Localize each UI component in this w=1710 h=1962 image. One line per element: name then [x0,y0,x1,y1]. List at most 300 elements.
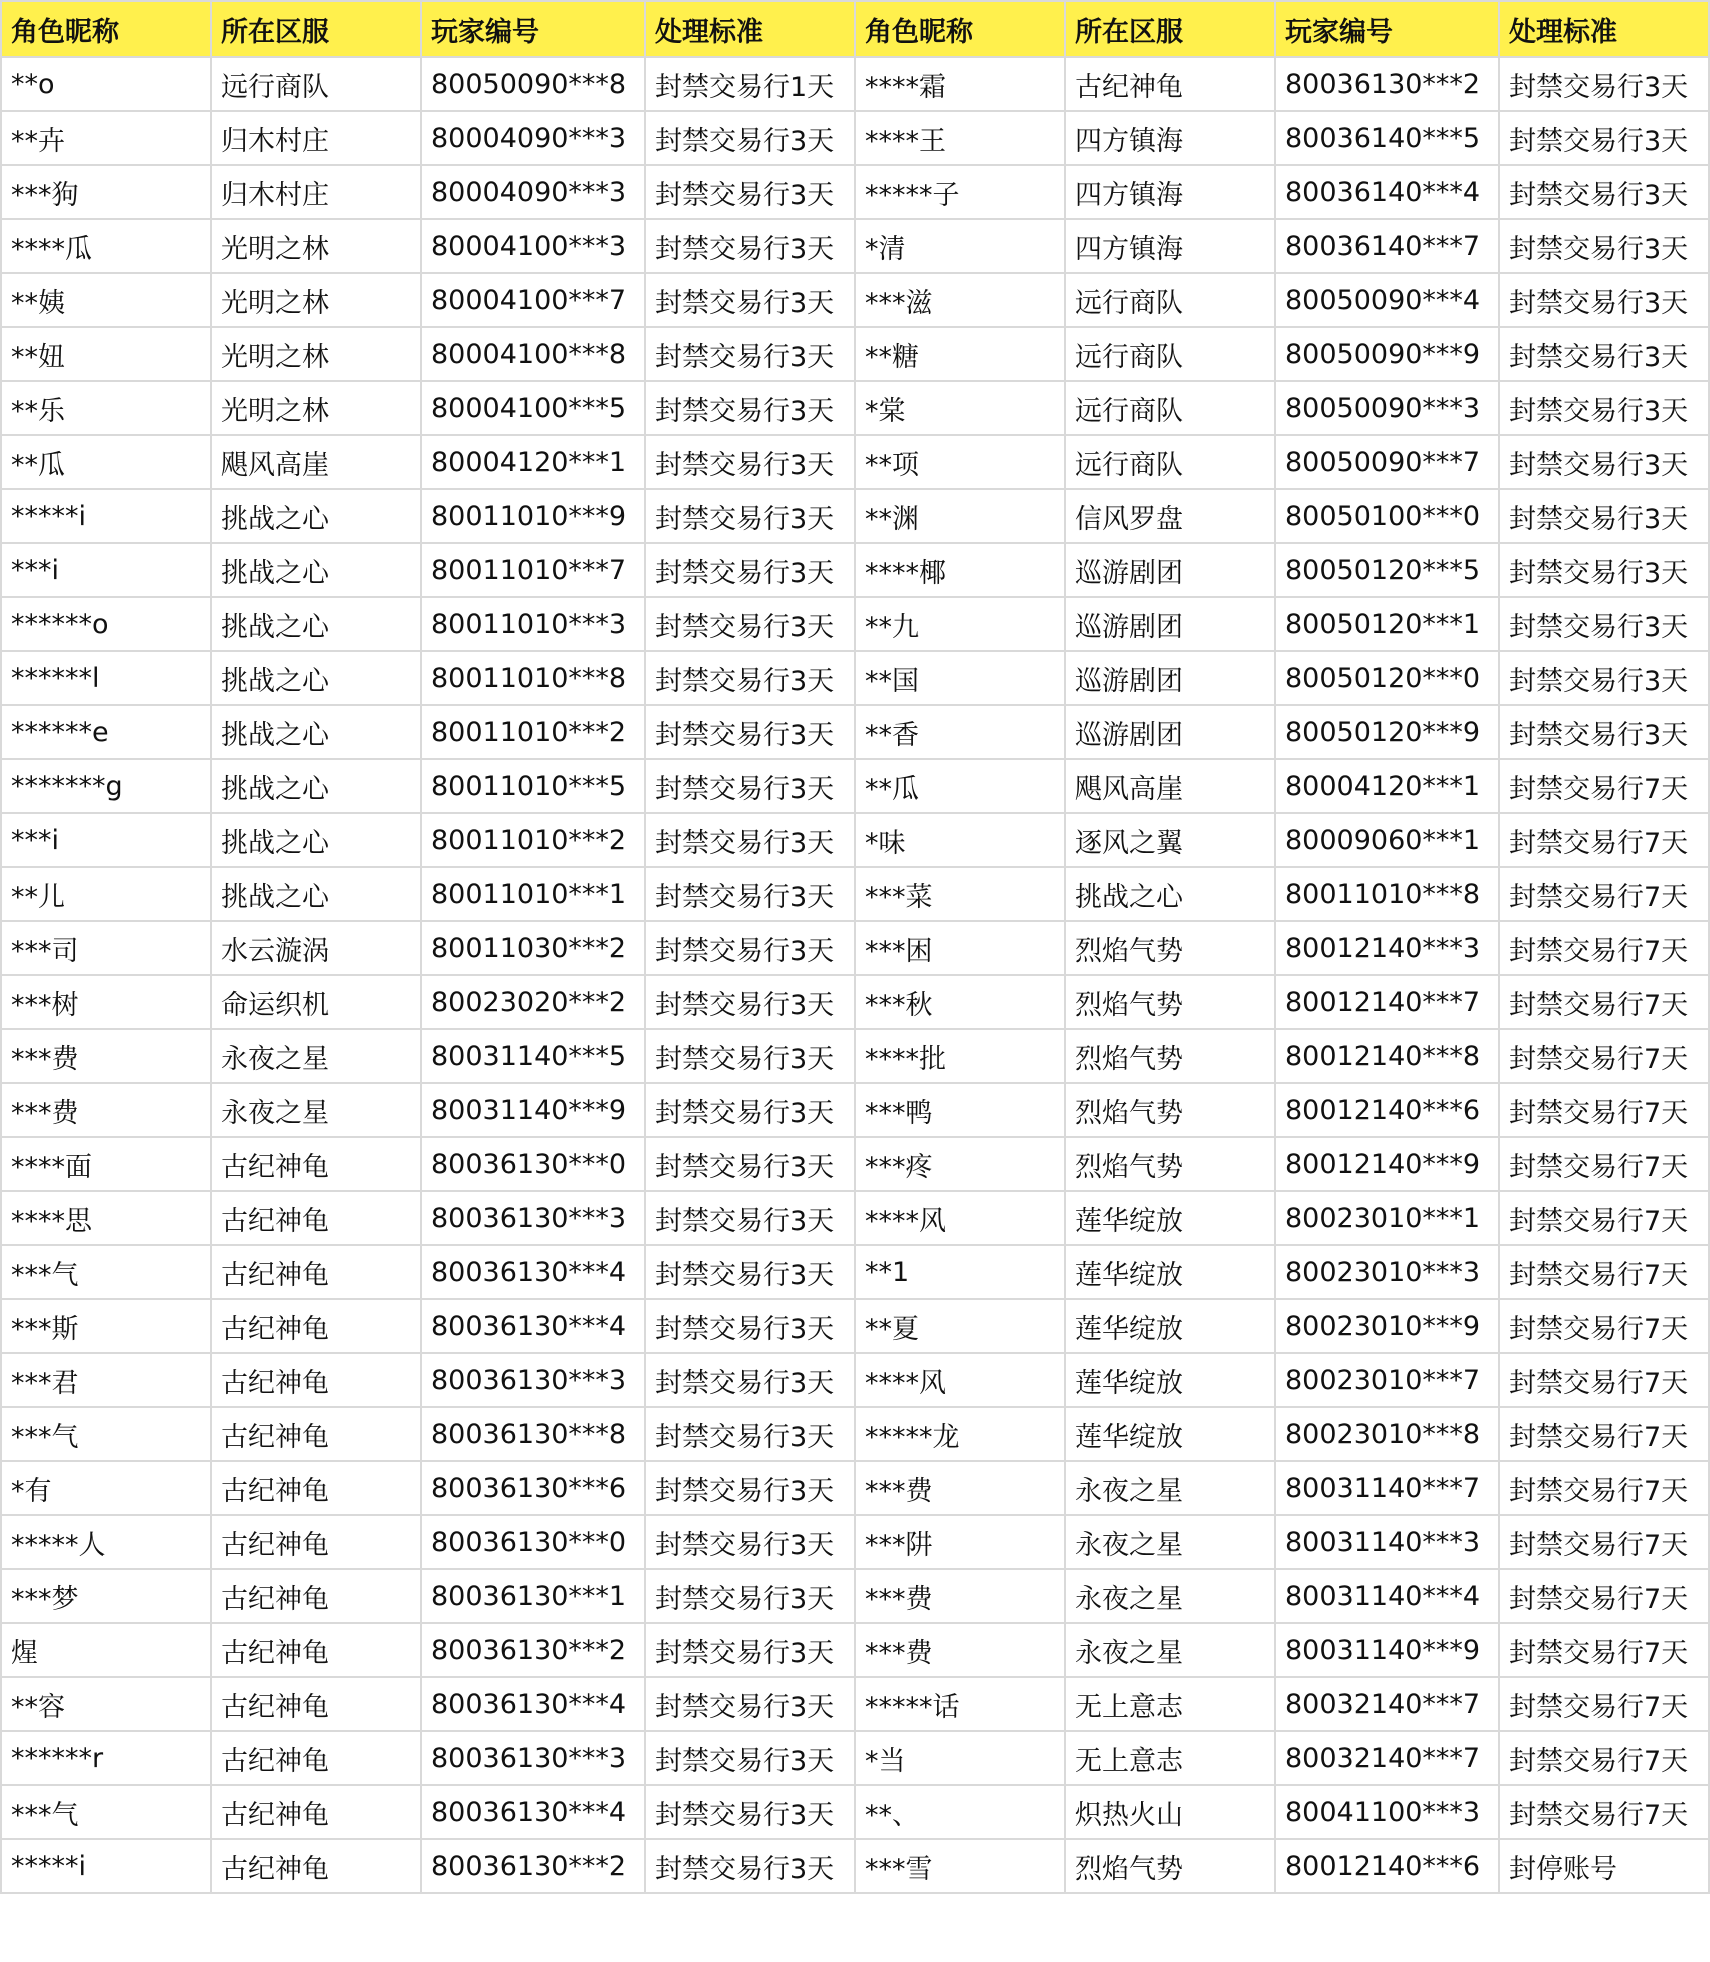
server-cell: 巡游剧团 [1065,651,1275,705]
penalty-cell: 封禁交易行7天 [1499,1731,1709,1785]
penalty-cell: 封禁交易行7天 [1499,759,1709,813]
penalty-cell: 封禁交易行3天 [645,1353,855,1407]
server-cell: 古纪神龟 [211,1245,421,1299]
role-name-cell: *当 [855,1731,1065,1785]
table-row [1,1407,1709,1461]
penalty-cell: 封禁交易行3天 [645,759,855,813]
penalty-cell: 封禁交易行3天 [1499,705,1709,759]
table-row [1,1083,1709,1137]
role-name-cell: **乐 [1,381,211,435]
server-cell: 古纪神龟 [211,1677,421,1731]
table-row [1,1461,1709,1515]
header-server: 所在区服 [211,1,421,57]
role-name-cell: ***困 [855,921,1065,975]
role-name-cell: ***i [1,543,211,597]
penalty-cell: 封禁交易行3天 [645,1785,855,1839]
table-row [1,1137,1709,1191]
role-name-cell: ******o [1,597,211,651]
role-name-cell: ****思 [1,1191,211,1245]
penalty-cell: 封禁交易行7天 [1499,1515,1709,1569]
penalty-cell: 封禁交易行3天 [1499,435,1709,489]
player-id-cell: 80036140***4 [1275,165,1499,219]
server-cell: 远行商队 [1065,327,1275,381]
penalty-cell: 封禁交易行7天 [1499,1407,1709,1461]
penalty-cell: 封禁交易行7天 [1499,1677,1709,1731]
header-player-id: 玩家编号 [421,1,645,57]
player-id-cell: 80012140***8 [1275,1029,1499,1083]
penalty-cell: 封禁交易行3天 [645,651,855,705]
penalty-cell: 封禁交易行3天 [645,1677,855,1731]
server-cell: 光明之林 [211,273,421,327]
player-id-cell: 80011010***1 [421,867,645,921]
player-id-cell: 80023020***2 [421,975,645,1029]
role-name-cell: *味 [855,813,1065,867]
role-name-cell: ***雪 [855,1839,1065,1893]
player-id-cell: 80036130***2 [421,1839,645,1893]
penalty-cell: 封禁交易行3天 [1499,651,1709,705]
penalty-cell: 封禁交易行3天 [1499,543,1709,597]
player-id-cell: 80004090***3 [421,111,645,165]
server-cell: 远行商队 [1065,435,1275,489]
role-name-cell: **瓜 [855,759,1065,813]
server-cell: 永夜之星 [211,1029,421,1083]
table-row [1,975,1709,1029]
server-cell: 无上意志 [1065,1677,1275,1731]
player-id-cell: 80031140***4 [1275,1569,1499,1623]
penalty-cell: 封禁交易行3天 [645,1245,855,1299]
server-cell: 光明之林 [211,381,421,435]
penalty-cell: 封禁交易行3天 [1499,111,1709,165]
server-cell: 命运织机 [211,975,421,1029]
player-id-cell: 80011010***2 [421,813,645,867]
role-name-cell: 煋 [1,1623,211,1677]
server-cell: 烈焰气势 [1065,975,1275,1029]
penalty-cell: 封禁交易行7天 [1499,1299,1709,1353]
player-id-cell: 80031140***9 [421,1083,645,1137]
player-id-cell: 80023010***9 [1275,1299,1499,1353]
penalty-cell: 封禁交易行7天 [1499,1191,1709,1245]
role-name-cell: ***斯 [1,1299,211,1353]
player-id-cell: 80036130***3 [421,1191,645,1245]
penalty-cell: 封禁交易行3天 [645,1191,855,1245]
player-id-cell: 80023010***7 [1275,1353,1499,1407]
role-name-cell: **国 [855,651,1065,705]
player-id-cell: 80004120***1 [421,435,645,489]
player-id-cell: 80036130***4 [421,1677,645,1731]
penalty-cell: 封禁交易行7天 [1499,1083,1709,1137]
role-name-cell: **姨 [1,273,211,327]
role-name-cell: ****面 [1,1137,211,1191]
server-cell: 巡游剧团 [1065,543,1275,597]
penalty-cell: 封禁交易行3天 [645,1137,855,1191]
player-id-cell: 80032140***7 [1275,1731,1499,1785]
server-cell: 飓风高崖 [1065,759,1275,813]
penalty-cell: 封禁交易行3天 [1499,327,1709,381]
player-id-cell: 80050090***3 [1275,381,1499,435]
penalty-cell: 封禁交易行7天 [1499,1137,1709,1191]
role-name-cell: ***秋 [855,975,1065,1029]
penalty-cell: 封禁交易行3天 [1499,273,1709,327]
penalty-cell: 封禁交易行3天 [645,165,855,219]
server-cell: 挑战之心 [211,705,421,759]
penalty-cell: 封禁交易行3天 [645,1299,855,1353]
player-id-cell: 80011030***2 [421,921,645,975]
role-name-cell: **1 [855,1245,1065,1299]
penalty-cell: 封禁交易行7天 [1499,867,1709,921]
penalty-cell: 封禁交易行3天 [645,219,855,273]
server-cell: 永夜之星 [1065,1515,1275,1569]
player-id-cell: 80011010***8 [421,651,645,705]
penalty-cell: 封禁交易行3天 [645,435,855,489]
server-cell: 莲华绽放 [1065,1191,1275,1245]
role-name-cell: ***费 [855,1569,1065,1623]
server-cell: 巡游剧团 [1065,705,1275,759]
server-cell: 烈焰气势 [1065,921,1275,975]
server-cell: 光明之林 [211,219,421,273]
role-name-cell: ***费 [1,1083,211,1137]
server-cell: 四方镇海 [1065,165,1275,219]
table-row [1,165,1709,219]
player-id-cell: 80036130***2 [421,1623,645,1677]
server-cell: 挑战之心 [211,759,421,813]
header-penalty: 处理标准 [645,1,855,57]
table-row [1,1569,1709,1623]
player-id-cell: 80011010***8 [1275,867,1499,921]
role-name-cell: ******r [1,1731,211,1785]
server-cell: 挑战之心 [211,867,421,921]
table-row [1,1839,1709,1893]
player-id-cell: 80036130***4 [421,1245,645,1299]
role-name-cell: *****人 [1,1515,211,1569]
penalty-cell: 封禁交易行1天 [645,57,855,111]
penalty-cell: 封禁交易行7天 [1499,975,1709,1029]
player-id-cell: 80050120***0 [1275,651,1499,705]
table-row [1,543,1709,597]
player-id-cell: 80004090***3 [421,165,645,219]
table-row [1,1353,1709,1407]
table-row [1,651,1709,705]
table-row [1,597,1709,651]
role-name-cell: ******l [1,651,211,705]
role-name-cell: ***费 [855,1623,1065,1677]
table-header [1,1,1709,57]
player-id-cell: 80036130***3 [421,1731,645,1785]
server-cell: 炽热火山 [1065,1785,1275,1839]
role-name-cell: **容 [1,1677,211,1731]
penalty-cell: 封禁交易行7天 [1499,1029,1709,1083]
role-name-cell: *****i [1,1839,211,1893]
header-server: 所在区服 [1065,1,1275,57]
table-body [1,57,1709,1893]
player-id-cell: 80036130***2 [1275,57,1499,111]
player-id-cell: 80050090***9 [1275,327,1499,381]
player-id-cell: 80036130***1 [421,1569,645,1623]
player-id-cell: 80011010***3 [421,597,645,651]
player-id-cell: 80012140***3 [1275,921,1499,975]
table-row [1,1677,1709,1731]
role-name-cell: *****龙 [855,1407,1065,1461]
penalty-cell: 封禁交易行3天 [645,705,855,759]
player-id-cell: 80031140***5 [421,1029,645,1083]
role-name-cell: *****i [1,489,211,543]
server-cell: 古纪神龟 [211,1461,421,1515]
role-name-cell: **妞 [1,327,211,381]
role-name-cell: ***滋 [855,273,1065,327]
table-row [1,705,1709,759]
server-cell: 莲华绽放 [1065,1353,1275,1407]
server-cell: 烈焰气势 [1065,1137,1275,1191]
role-name-cell: ***菜 [855,867,1065,921]
server-cell: 古纪神龟 [211,1353,421,1407]
penalty-cell: 封禁交易行3天 [645,975,855,1029]
penalty-cell: 封禁交易行3天 [645,1839,855,1893]
penalty-cell: 封禁交易行7天 [1499,1785,1709,1839]
role-name-cell: **、 [855,1785,1065,1839]
server-cell: 烈焰气势 [1065,1839,1275,1893]
penalty-cell: 封禁交易行3天 [645,1407,855,1461]
player-id-cell: 80036130***4 [421,1299,645,1353]
server-cell: 古纪神龟 [1065,57,1275,111]
table-row [1,435,1709,489]
penalty-cell: 封禁交易行3天 [1499,57,1709,111]
server-cell: 莲华绽放 [1065,1245,1275,1299]
server-cell: 远行商队 [211,57,421,111]
role-name-cell: *******g [1,759,211,813]
penalty-cell: 封禁交易行7天 [1499,1569,1709,1623]
role-name-cell: *****话 [855,1677,1065,1731]
table-row [1,57,1709,111]
player-id-cell: 80031140***9 [1275,1623,1499,1677]
player-id-cell: 80036130***8 [421,1407,645,1461]
server-cell: 逐风之翼 [1065,813,1275,867]
penalty-cell: 封禁交易行3天 [1499,597,1709,651]
player-id-cell: 80012140***9 [1275,1137,1499,1191]
role-name-cell: ***疼 [855,1137,1065,1191]
role-name-cell: **项 [855,435,1065,489]
server-cell: 古纪神龟 [211,1299,421,1353]
server-cell: 古纪神龟 [211,1785,421,1839]
role-name-cell: ******e [1,705,211,759]
penalty-cell: 封禁交易行3天 [645,867,855,921]
server-cell: 古纪神龟 [211,1191,421,1245]
player-id-cell: 80036130***4 [421,1785,645,1839]
server-cell: 莲华绽放 [1065,1407,1275,1461]
role-name-cell: ***梦 [1,1569,211,1623]
player-id-cell: 80031140***7 [1275,1461,1499,1515]
table-row [1,327,1709,381]
table-row [1,921,1709,975]
player-id-cell: 80050100***0 [1275,489,1499,543]
penalty-cell: 封禁交易行3天 [645,1623,855,1677]
player-id-cell: 80036140***5 [1275,111,1499,165]
server-cell: 信风罗盘 [1065,489,1275,543]
role-name-cell: ***气 [1,1407,211,1461]
penalty-cell: 封禁交易行3天 [645,813,855,867]
player-id-cell: 80004120***1 [1275,759,1499,813]
role-name-cell: ***树 [1,975,211,1029]
server-cell: 四方镇海 [1065,111,1275,165]
player-id-cell: 80036130***6 [421,1461,645,1515]
header-player-id: 玩家编号 [1275,1,1499,57]
penalty-cell: 封禁交易行7天 [1499,813,1709,867]
role-name-cell: ****风 [855,1353,1065,1407]
penalty-cell: 封禁交易行7天 [1499,1353,1709,1407]
role-name-cell: ***气 [1,1245,211,1299]
player-id-cell: 80036130***0 [421,1137,645,1191]
role-name-cell: ****椰 [855,543,1065,597]
server-cell: 挑战之心 [211,651,421,705]
player-id-cell: 80050090***7 [1275,435,1499,489]
role-name-cell: **瓜 [1,435,211,489]
server-cell: 烈焰气势 [1065,1029,1275,1083]
server-cell: 归木村庄 [211,165,421,219]
player-id-cell: 80004100***8 [421,327,645,381]
server-cell: 古纪神龟 [211,1839,421,1893]
server-cell: 古纪神龟 [211,1515,421,1569]
table-row [1,867,1709,921]
role-name-cell: ****霜 [855,57,1065,111]
role-name-cell: ***阱 [855,1515,1065,1569]
server-cell: 古纪神龟 [211,1731,421,1785]
server-cell: 无上意志 [1065,1731,1275,1785]
player-id-cell: 80011010***9 [421,489,645,543]
role-name-cell: *棠 [855,381,1065,435]
table-row [1,381,1709,435]
role-name-cell: **儿 [1,867,211,921]
server-cell: 永夜之星 [211,1083,421,1137]
player-id-cell: 80011010***5 [421,759,645,813]
player-id-cell: 80050120***1 [1275,597,1499,651]
server-cell: 永夜之星 [1065,1623,1275,1677]
player-id-cell: 80036130***3 [421,1353,645,1407]
server-cell: 古纪神龟 [211,1137,421,1191]
server-cell: 挑战之心 [211,813,421,867]
penalty-cell: 封禁交易行3天 [645,273,855,327]
server-cell: 光明之林 [211,327,421,381]
player-id-cell: 80009060***1 [1275,813,1499,867]
server-cell: 莲华绽放 [1065,1299,1275,1353]
penalty-cell: 封禁交易行3天 [645,1731,855,1785]
penalty-cell: 封禁交易行3天 [645,1029,855,1083]
player-id-cell: 80050090***8 [421,57,645,111]
penalty-cell: 封禁交易行3天 [1499,165,1709,219]
penalty-cell: 封停账号 [1499,1839,1709,1893]
header-role-name: 角色昵称 [1,1,211,57]
penalty-cell: 封禁交易行3天 [645,1083,855,1137]
penalty-cell: 封禁交易行3天 [645,489,855,543]
role-name-cell: ***司 [1,921,211,975]
role-name-cell: *****子 [855,165,1065,219]
header-row [1,1,1709,57]
player-id-cell: 80031140***3 [1275,1515,1499,1569]
table-row [1,1029,1709,1083]
header-role-name: 角色昵称 [855,1,1065,57]
penalty-cell: 封禁交易行3天 [645,597,855,651]
server-cell: 水云漩涡 [211,921,421,975]
penalty-cell: 封禁交易行7天 [1499,921,1709,975]
penalty-cell: 封禁交易行3天 [645,1461,855,1515]
player-id-cell: 80011010***2 [421,705,645,759]
penalty-cell: 封禁交易行3天 [1499,381,1709,435]
server-cell: 古纪神龟 [211,1407,421,1461]
penalty-cell: 封禁交易行3天 [645,1569,855,1623]
server-cell: 远行商队 [1065,381,1275,435]
role-name-cell: **九 [855,597,1065,651]
penalty-cell: 封禁交易行3天 [1499,489,1709,543]
role-name-cell: ***费 [1,1029,211,1083]
penalty-cell: 封禁交易行7天 [1499,1461,1709,1515]
penalty-cell: 封禁交易行3天 [1499,219,1709,273]
table-row [1,273,1709,327]
player-id-cell: 80050120***5 [1275,543,1499,597]
player-id-cell: 80004100***7 [421,273,645,327]
penalty-cell: 封禁交易行3天 [645,381,855,435]
server-cell: 归木村庄 [211,111,421,165]
player-id-cell: 80023010***8 [1275,1407,1499,1461]
table-row [1,813,1709,867]
role-name-cell: ****王 [855,111,1065,165]
player-id-cell: 80023010***3 [1275,1245,1499,1299]
penalty-cell: 封禁交易行3天 [645,1515,855,1569]
role-name-cell: ***鸭 [855,1083,1065,1137]
penalty-cell: 封禁交易行7天 [1499,1245,1709,1299]
role-name-cell: ****瓜 [1,219,211,273]
penalty-cell: 封禁交易行3天 [645,327,855,381]
server-cell: 四方镇海 [1065,219,1275,273]
player-id-cell: 80004100***5 [421,381,645,435]
penalty-cell: 封禁交易行3天 [645,543,855,597]
server-cell: 远行商队 [1065,273,1275,327]
server-cell: 飓风高崖 [211,435,421,489]
role-name-cell: ***狗 [1,165,211,219]
player-id-cell: 80036140***7 [1275,219,1499,273]
server-cell: 挑战之心 [211,543,421,597]
player-id-cell: 80012140***6 [1275,1839,1499,1893]
role-name-cell: ***气 [1,1785,211,1839]
table-row [1,1623,1709,1677]
player-id-cell: 80036130***0 [421,1515,645,1569]
player-id-cell: 80023010***1 [1275,1191,1499,1245]
server-cell: 永夜之星 [1065,1569,1275,1623]
table-row [1,1191,1709,1245]
role-name-cell: **香 [855,705,1065,759]
table-row [1,489,1709,543]
role-name-cell: **卉 [1,111,211,165]
server-cell: 巡游剧团 [1065,597,1275,651]
player-id-cell: 80050120***9 [1275,705,1499,759]
server-cell: 永夜之星 [1065,1461,1275,1515]
role-name-cell: ***费 [855,1461,1065,1515]
penalty-cell: 封禁交易行3天 [645,921,855,975]
role-name-cell: *有 [1,1461,211,1515]
header-penalty: 处理标准 [1499,1,1709,57]
role-name-cell: ****批 [855,1029,1065,1083]
role-name-cell: **糖 [855,327,1065,381]
table-row [1,759,1709,813]
player-id-cell: 80011010***7 [421,543,645,597]
penalty-cell: 封禁交易行3天 [645,111,855,165]
player-id-cell: 80041100***3 [1275,1785,1499,1839]
player-id-cell: 80004100***3 [421,219,645,273]
server-cell: 古纪神龟 [211,1623,421,1677]
server-cell: 挑战之心 [1065,867,1275,921]
table-row [1,1785,1709,1839]
table-row [1,1245,1709,1299]
role-name-cell: **夏 [855,1299,1065,1353]
role-name-cell: ***i [1,813,211,867]
role-name-cell: **渊 [855,489,1065,543]
table-row [1,1731,1709,1785]
